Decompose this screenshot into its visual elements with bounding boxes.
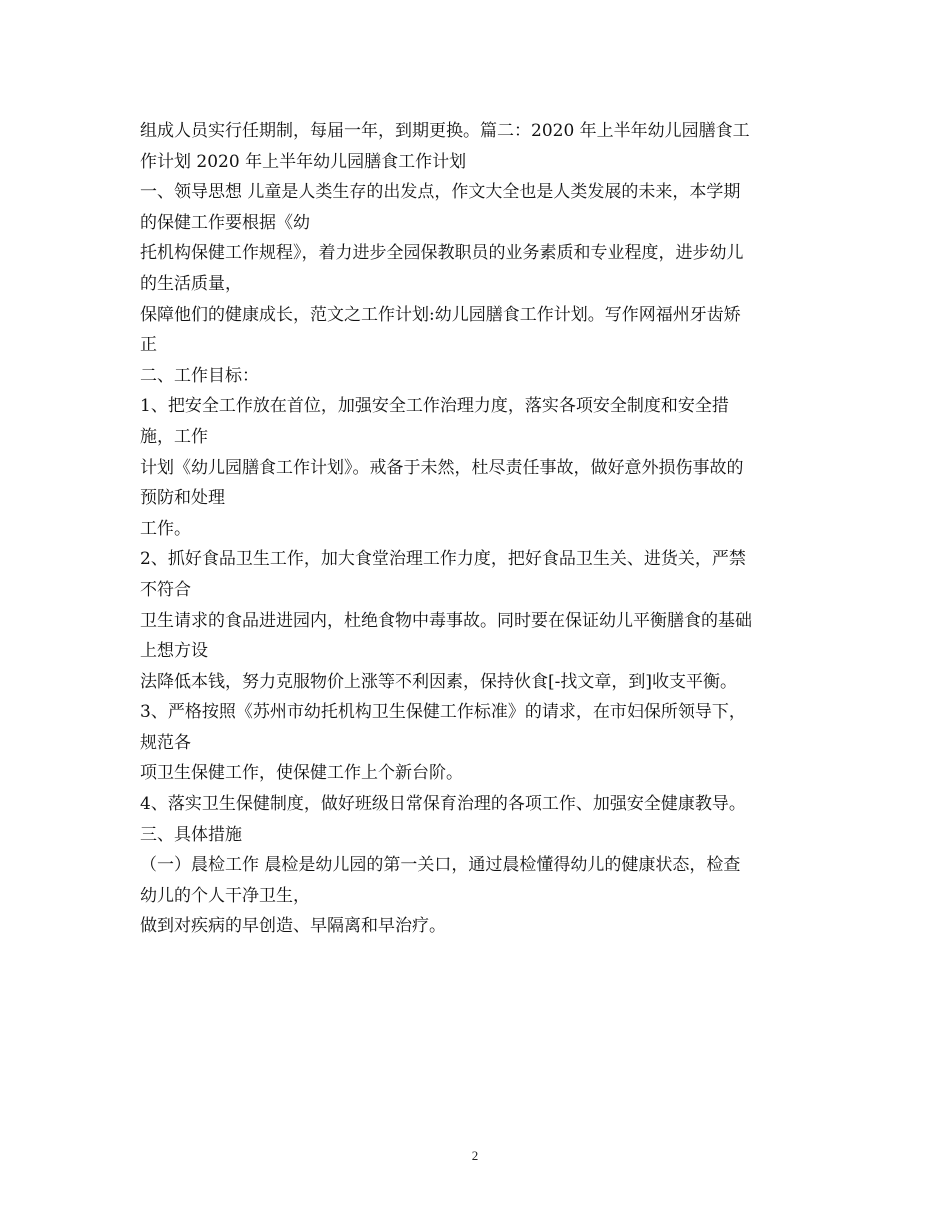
text-line: 项卫生保健工作，使保健工作上个新台阶。 — [140, 763, 463, 784]
text-line: 上想方设 — [140, 641, 208, 662]
text-line: 做到对疾病的早创造、早隔离和早治疗。 — [140, 916, 446, 937]
text-line: 一、领导思想 儿童是人类生存的出发点，作文大全也是人类发展的未来，本学期 — [140, 182, 741, 203]
text-line: 作计划 2020 年上半年幼儿园膳食工作计划 — [140, 151, 467, 172]
text-line: 2、抓好食品卫生工作，加大食堂治理工作力度，把好食品卫生关、进货关，严禁 — [140, 549, 746, 570]
text-line: 工作。 — [140, 518, 191, 539]
text-line: 幼儿的个人干净卫生， — [140, 885, 310, 906]
text-line: 1、把安全工作放在首位，加强安全工作治理力度，落实各项安全制度和安全措 — [140, 396, 729, 417]
text-line: 正 — [140, 335, 157, 356]
text-line: 4、落实卫生保健制度，做好班级日常保育治理的各项工作、加强安全健康教导。 — [140, 794, 746, 815]
text-line: 托机构保健工作规程》，着力进步全园保教职员的业务素质和专业程度，进步幼儿 — [140, 243, 744, 264]
page-number: 2 — [471, 1148, 479, 1163]
text-line: 3、严格按照《苏州市幼托机构卫生保健工作标准》的请求，在市妇保所领导下， — [140, 702, 746, 723]
text-line: 的生活质量， — [140, 273, 242, 294]
text-line: 规范各 — [140, 732, 191, 753]
text-line: 组成人员实行任期制，每届一年，到期更换。篇二：2020 年上半年幼儿园膳食工 — [140, 121, 750, 141]
text-line: 三、具体措施 — [140, 824, 242, 845]
text-line: 保障他们的健康成长，范文之工作计划:幼儿园膳食工作计划。写作网福州牙齿矫 — [140, 304, 741, 325]
text-line: 施，工作 — [140, 426, 208, 447]
text-line: （一）晨检工作 晨检是幼儿园的第一关口，通过晨检懂得幼儿的健康状态，检查 — [140, 855, 741, 876]
text-line: 二、工作目标： — [140, 365, 259, 386]
text-line: 预防和处理 — [140, 488, 225, 509]
text-line: 卫生请求的食品进进园内，杜绝食物中毒事故。同时要在保证幼儿平衡膳食的基础 — [140, 610, 752, 631]
text-line: 的保健工作要根据《幼 — [140, 212, 310, 233]
document-body — [140, 116, 820, 942]
text-line: 法降低本钱，努力克服物价上涨等不利因素，保持伙食[-找文章，到]收支平衡。 — [140, 671, 738, 692]
text-line: 不符合 — [140, 579, 191, 600]
text-line: 计划《幼儿园膳食工作计划》。戒备于未然，杜尽责任事故，做好意外损伤事故的 — [140, 457, 744, 478]
